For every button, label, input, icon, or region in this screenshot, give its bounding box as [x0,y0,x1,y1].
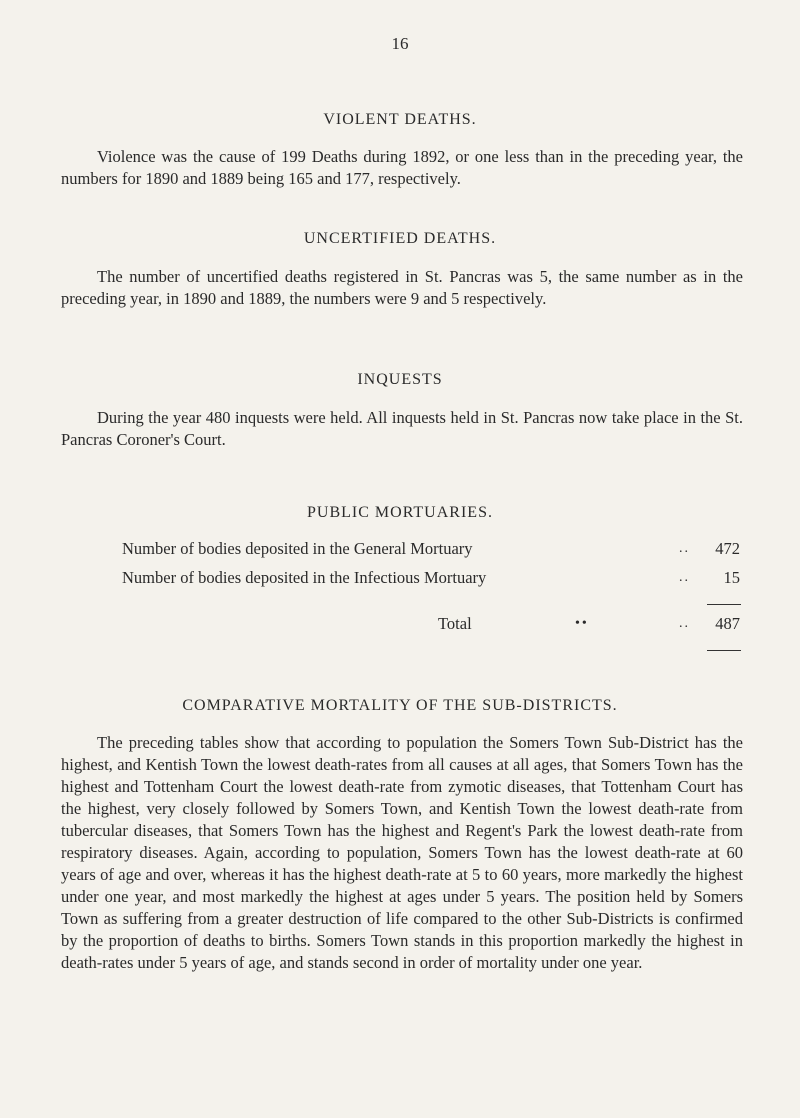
total-rule [707,650,741,651]
comparative-mortality-heading: COMPARATIVE MORTALITY OF THE SUB-DISTRICTS. [182,697,618,714]
general-mortuary-value: 472 [715,539,740,558]
inquests-paragraph: During the year 480 inquests were held. All inquests held in St. Pancras now take place in the St. Pancras Coroner's Court. [61,408,743,449]
infectious-mortuary-value: 15 [723,568,740,587]
general-mortuary-label: Number of bodies deposited in the General Mortuary [122,539,473,558]
uncertified-deaths-paragraph: The number of uncertified deaths registered in St. Pancras was 5, the same number as in the preceding year, in 1890 and 1889, the numbers were 9 and 5 respectively. [61,267,743,308]
violent-deaths-paragraph: Violence was the cause of 199 Deaths during 1892, or one less than in the preceding year, the numbers for 1890 and 1889 being 165 and 177, respectively. [61,147,743,188]
infectious-mortuary-label: Number of bodies deposited in the Infectious Mortuary [122,568,487,587]
uncertified-deaths-heading: UNCERTIFIED DEATHS. [303,230,497,247]
public-mortuaries-heading: PUBLIC MORTUARIES. [307,504,493,521]
total-value: 487 [715,614,740,633]
total-label: Total [438,614,472,633]
violent-deaths-heading: VIOLENT DEATHS. [323,111,477,128]
inquests-heading: INQUESTS [357,371,443,388]
subtotal-rule [707,604,741,605]
total-leader-a: •• [575,616,589,631]
infectious-mortuary-leader: .. [679,570,690,585]
total-leader-b: .. [679,616,690,631]
page-number: 16 [391,34,409,53]
comparative-mortality-paragraph: The preceding tables show that according to population the Somers Town Sub-District has the highest, and Kentish Town the lowest death-rates from all causes at all ages, that Somers Town has the highest and Tottenham Court the lowest death-rate from zymotic diseases, that Tottenham Court has the highest, very closely followed by Somers Town, and Kentish Town the lowest death-rate from tubercular diseases, that Somers Town has the highest and Regent's Park the lowest death-rate from respiratory diseases. Again, according to population, Somers Town has the lowest death-rate at 60 years of age and over, whereas it has the highest death-rate at 5 to 60 years, more markedly the highest under one year, and most markedly the highest at ages under 5 years. The position held by Somers Town as suffering from a greater destruction of life compared to the other Sub-Districts is confirmed by the proportion of deaths to births. Somers Town stands in this proportion markedly the highest in death-rates under 5 years of age, and stands second in order of mortality under one year. [61,733,743,972]
general-mortuary-leader: .. [679,541,690,556]
